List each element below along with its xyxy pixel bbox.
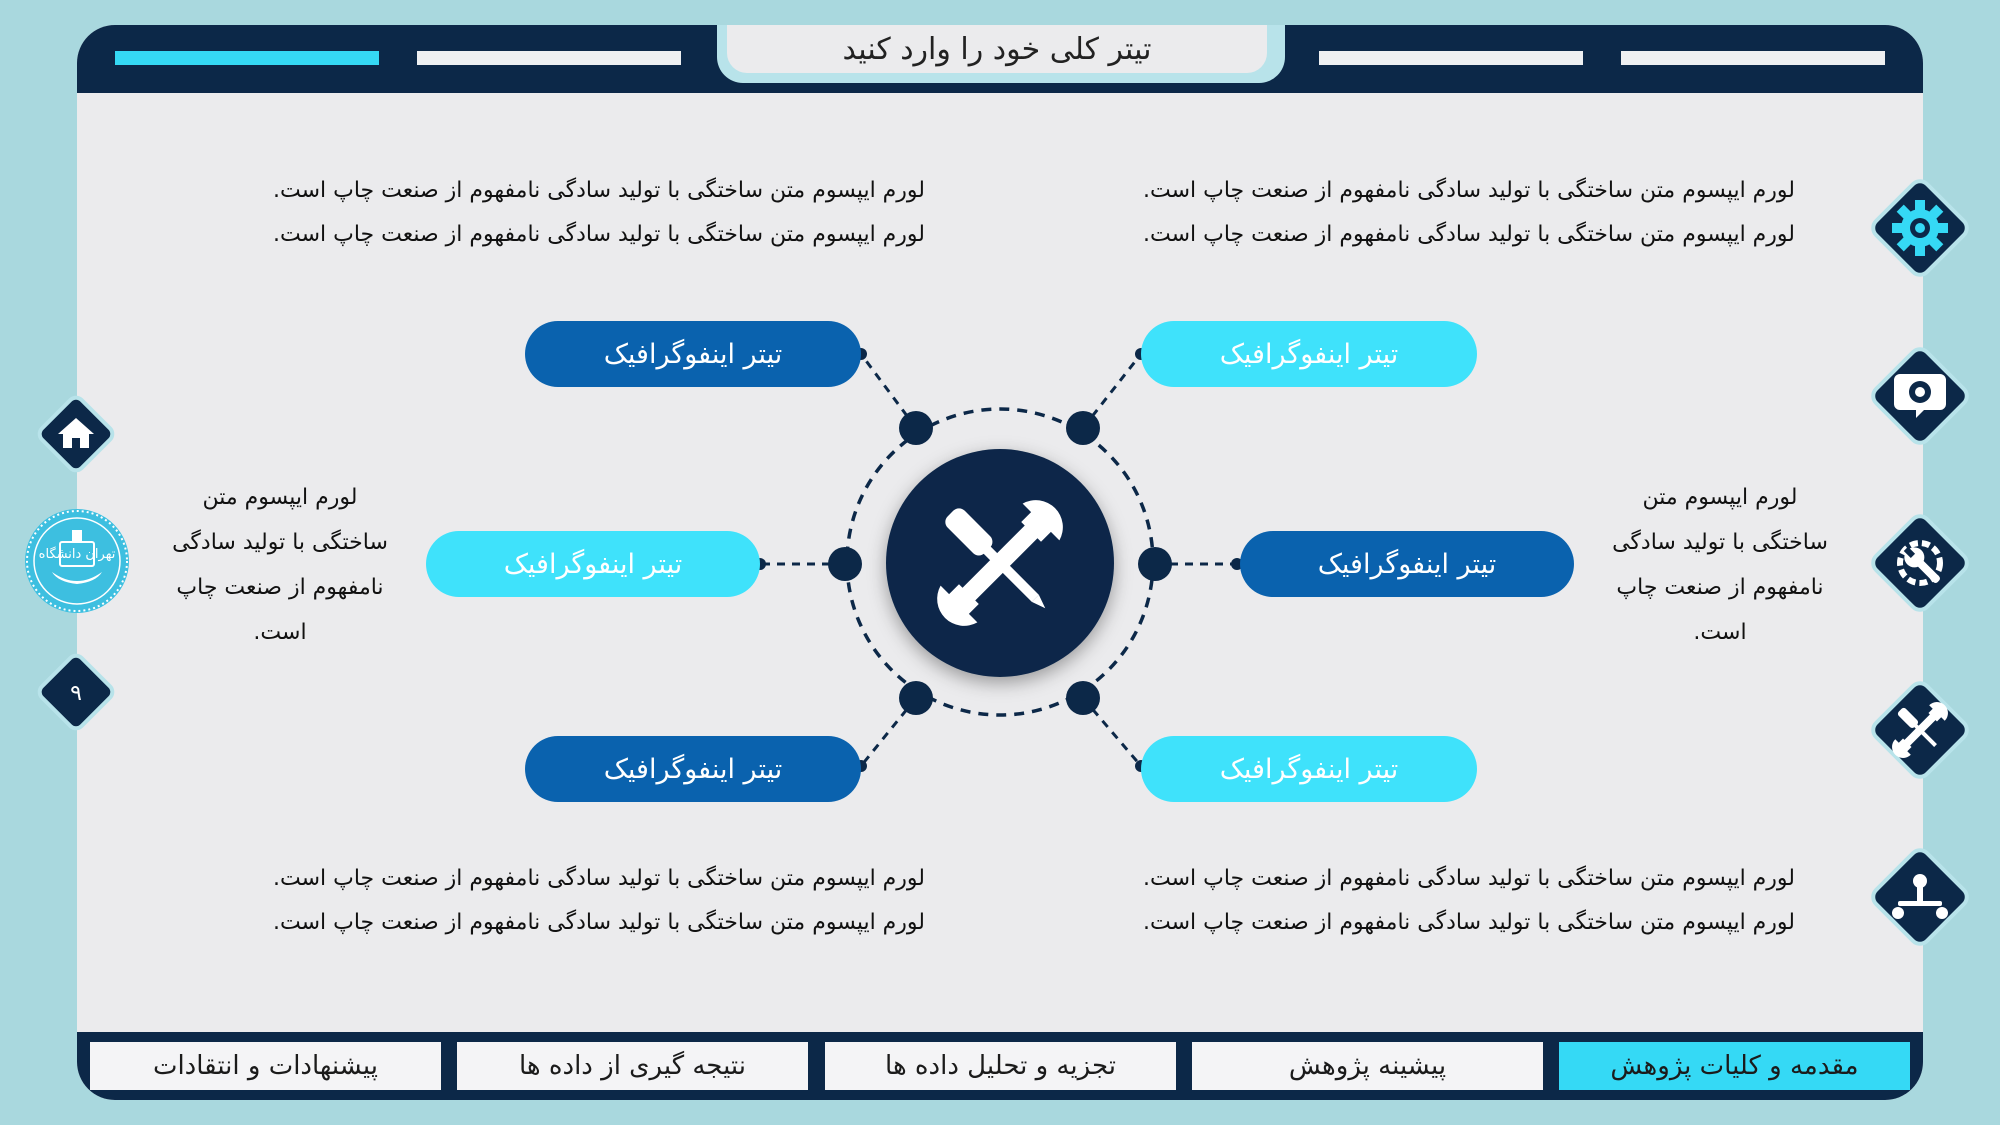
text-line: است. xyxy=(1693,620,1747,645)
text-line: نامفهوم از صنعت چاپ xyxy=(176,575,384,600)
text-line: لورم ایپسوم متن xyxy=(1642,485,1798,510)
nav-analysis-button[interactable]: تجزیه و تحلیل داده ها xyxy=(825,1042,1176,1090)
text-line: ساختگی با تولید سادگی xyxy=(172,530,388,555)
gear-chat-icon[interactable] xyxy=(1864,340,1976,452)
nav-intro-button[interactable]: مقدمه و کلیات پژوهش xyxy=(1559,1042,1910,1090)
pill-top-right[interactable]: تیتر اینفوگرافیک xyxy=(1141,321,1477,387)
page-title: تیتر کلی خود را وارد کنید xyxy=(727,25,1267,73)
text-line: لورم ایپسوم متن xyxy=(202,485,358,510)
text-line: نامفهوم از صنعت چاپ xyxy=(1616,575,1824,600)
nav-conclusion-button[interactable]: نتیجه گیری از داده ها xyxy=(457,1042,808,1090)
text-line: لورم ایپسوم متن ساختگی با تولید سادگی نامفهوم از صنعت چاپ است. xyxy=(273,178,925,203)
pill-bottom-left[interactable]: تیتر اینفوگرافیک xyxy=(525,736,861,802)
wrench-gear-icon[interactable] xyxy=(1864,507,1976,619)
text-line: لورم ایپسوم متن ساختگی با تولید سادگی نامفهوم از صنعت چاپ است. xyxy=(273,910,925,935)
text-line: است. xyxy=(253,620,307,645)
page-number-badge xyxy=(32,648,120,736)
text-line: لورم ایپسوم متن ساختگی با تولید سادگی نامفهوم از صنعت چاپ است. xyxy=(1143,178,1795,203)
text-line: لورم ایپسوم متن ساختگی با تولید سادگی نامفهوم از صنعت چاپ است. xyxy=(273,866,925,891)
pill-mid-left[interactable]: تیتر اینفوگرافیک xyxy=(426,531,760,597)
text-line: لورم ایپسوم متن ساختگی با تولید سادگی نامفهوم از صنعت چاپ است. xyxy=(1143,222,1795,247)
person-network-icon[interactable] xyxy=(1864,841,1976,953)
gear-icon[interactable] xyxy=(1864,172,1976,284)
pill-top-left[interactable]: تیتر اینفوگرافیک xyxy=(525,321,861,387)
text-line: لورم ایپسوم متن ساختگی با تولید سادگی نامفهوم از صنعت چاپ است. xyxy=(1143,866,1795,891)
pill-bottom-right[interactable]: تیتر اینفوگرافیک xyxy=(1141,736,1477,802)
home-icon[interactable] xyxy=(32,390,120,478)
nav-suggestions-button[interactable]: پیشنهادات و انتقادات xyxy=(90,1042,441,1090)
tools-icon[interactable] xyxy=(1864,674,1976,786)
text-line: ساختگی با تولید سادگی xyxy=(1612,530,1828,555)
pill-mid-right[interactable]: تیتر اینفوگرافیک xyxy=(1240,531,1574,597)
nav-literature-button[interactable]: پیشینه پژوهش xyxy=(1192,1042,1543,1090)
page-number: ۹ xyxy=(70,681,82,706)
text-line: لورم ایپسوم متن ساختگی با تولید سادگی نامفهوم از صنعت چاپ است. xyxy=(273,222,925,247)
university-logo[interactable] xyxy=(22,506,132,616)
text-line: لورم ایپسوم متن ساختگی با تولید سادگی نامفهوم از صنعت چاپ است. xyxy=(1143,910,1795,935)
logo-text: تهران دانشگاه xyxy=(38,547,116,562)
